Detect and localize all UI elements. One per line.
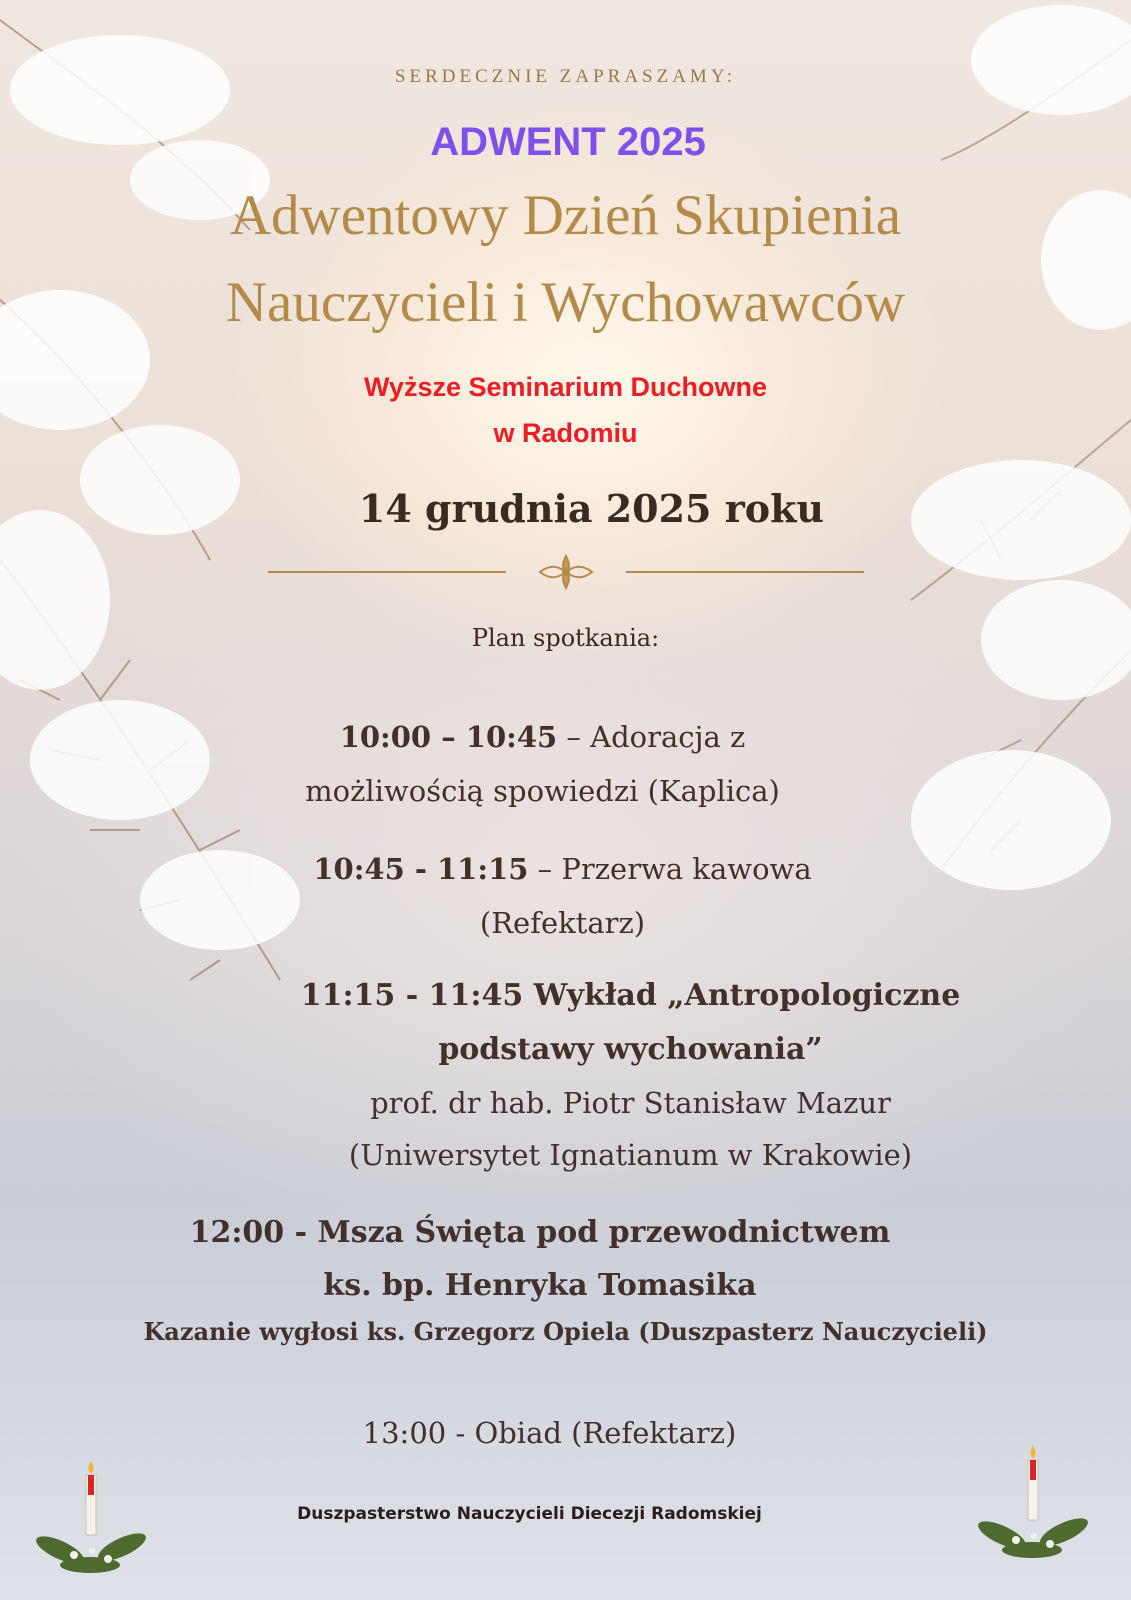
ornament-divider: [268, 552, 864, 592]
event-date: 14 grudnia 2025 roku: [358, 486, 825, 531]
schedule-item-1-line1: [0, 720, 1085, 755]
schedule-item-2-line1: [0, 852, 1125, 887]
schedule-item-4-line1: 12:00 - Msza Święta pod przewodnictwem: [189, 1215, 891, 1250]
invite-text: SERDECZNIE ZAPRASZAMY:: [394, 66, 737, 87]
venue-line1: Wyższe Seminarium Duchowne: [363, 372, 768, 402]
candle-icon: [30, 1455, 150, 1595]
advent-badge: ADWENT 2025: [430, 120, 706, 164]
schedule-item-1-activity: – Adoracja z: [557, 720, 746, 754]
organizer-footer: Duszpasterstwo Nauczycieli Diecezji Radomskiej: [297, 1504, 762, 1524]
schedule-item-3-line1: 11:15 - 11:45 Wykład „Antropologiczne: [300, 978, 961, 1013]
event-title-line2: Nauczycieli i Wychowawców: [225, 271, 906, 334]
schedule-item-3-line2: podstawy wychowania”: [438, 1032, 823, 1067]
schedule-item-2-line2: (Refektarz): [479, 906, 646, 940]
divider-line-left: [268, 571, 506, 573]
plan-heading: Plan spotkania:: [471, 624, 660, 652]
fleur-divider-icon: [536, 552, 596, 592]
schedule-item-2-activity: – Przerwa kawowa: [528, 852, 812, 886]
schedule-item-3-affiliation: (Uniwersytet Ignatianum w Krakowie): [348, 1138, 913, 1172]
event-title-line1: Adwentowy Dzień Skupienia: [229, 184, 902, 247]
schedule-item-5-line1: 13:00 - Obiad (Refektarz): [362, 1416, 737, 1450]
schedule-item-1-time: 10:00 – 10:45: [339, 720, 558, 754]
schedule-item-4-line2: ks. bp. Henryka Tomasika: [323, 1268, 757, 1303]
venue-line2: w Radomiu: [493, 418, 638, 448]
schedule-item-3-speaker: prof. dr hab. Piotr Stanisław Mazur: [370, 1086, 891, 1120]
schedule-item-1-line2: możliwością spowiedzi (Kaplica): [305, 774, 780, 808]
schedule-item-2-time: 10:45 - 11:15: [313, 852, 529, 886]
divider-line-right: [626, 571, 864, 573]
schedule-item-4-sermon: Kazanie wygłosi ks. Grzegorz Opiela (Duszpasterz Nauczycieli): [143, 1317, 988, 1346]
